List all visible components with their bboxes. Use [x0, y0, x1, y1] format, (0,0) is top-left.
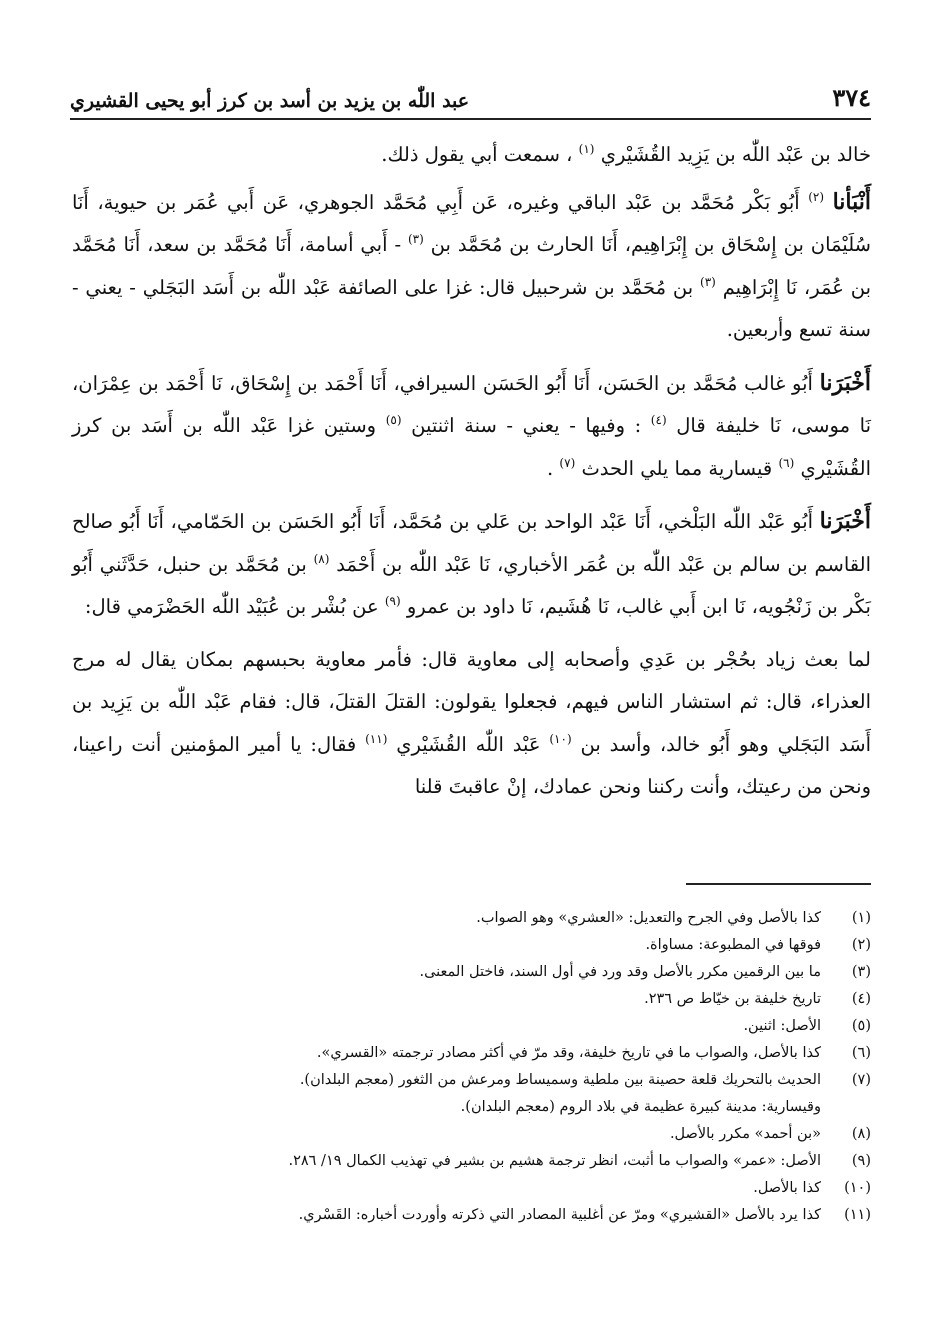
footnote-item	[72, 959, 871, 986]
footnote-ref[interactable]: (١١)	[365, 731, 388, 746]
paragraph-text: وستين غزا عَبْد اللّٰه بن أَسَد بن كرز القُشَيْري	[72, 414, 871, 480]
footnote-text: فوقها في المطبوعة: مساواة.	[645, 937, 821, 953]
paragraph-text: أَبُو عَبْد اللّٰه البَلْخي، أَنَا عَبْد الواحد بن عَلي بن مُحَمَّد، أَنَا أَبُو الحَسَن بن الحَمّامي، أَنَا أَبُو صالح القاسم بن سالم بن عَبْد اللّٰه بن عُمَر الأخباري، نَا عَبْد اللّٰه بن أَحْمَد	[72, 510, 871, 576]
paragraph-1	[72, 134, 871, 177]
footnote-text: «بن أحمد» مكرر بالأصل.	[669, 1126, 821, 1142]
footnote-ref[interactable]: (١٠)	[549, 731, 572, 746]
footnote-item	[72, 986, 871, 1013]
paragraph-text: عَبْد اللّٰه القُشَيْري	[396, 732, 541, 756]
paragraph-text: - أَبي أسامة، أَنَا مُحَمَّد بن سعد، أَنَا مُحَمَّد بن عُمَر، نَا إِبْرَاهِيم	[72, 233, 872, 299]
paragraph-text: بن مُحَمَّد بن شرحبيل قال: غزا على الصائفة عَبْد اللّٰه بن أَسَد البَجَلي - يعني - سنة تسع وأربعين.	[72, 275, 871, 341]
footnote-item	[72, 1175, 871, 1202]
footnote-item	[72, 1121, 871, 1148]
footnote-ref[interactable]: (٣)	[407, 232, 424, 246]
footnote-separator	[686, 883, 871, 885]
running-header	[70, 78, 871, 120]
footnote-text: كذا بالأصل.	[753, 1180, 821, 1196]
paragraph-2	[72, 181, 871, 352]
footnote-number: (٥)	[851, 1018, 871, 1034]
paragraph-text: خالد بن عَبْد اللّٰه بن يَزِيد القُشَيْري	[600, 143, 871, 166]
footnote-number: (٣)	[851, 964, 871, 980]
footnote-number: (١٠)	[844, 1180, 871, 1196]
footnote-item	[72, 905, 871, 932]
isnad-lead-word: أَنْبَأنا	[832, 188, 871, 215]
footnote-ref[interactable]: (٥)	[385, 413, 402, 427]
footnote-text: وقيسارية: مدينة كبيرة عظيمة في بلاد الروم (معجم البلدان).	[460, 1099, 821, 1115]
footnote-item	[72, 1067, 871, 1121]
footnote-text: ما بين الرقمين مكرر بالأصل وقد ورد في أول السند، فاختل المعنى.	[419, 964, 821, 980]
footnote-text: الأصل: اثنين.	[743, 1018, 821, 1034]
footnote-ref[interactable]: (٩)	[384, 594, 401, 608]
footnote-item	[72, 1202, 871, 1229]
footnote-number: (٨)	[851, 1126, 871, 1142]
paragraph-text: لما بعث زياد بحُجْر بن عَدِي وأصحابه إلى معاوية قال: فأمر معاوية بحبسهم بمكان يقال له مرج العذراء، قال: ثم استشار الناس فيهم، فجعلوا يقولون: القتلَ القتلَ، قال: فقام عَبْد اللّٰه بن يَزِيد بن أَسَد البَجَلي وهو أَبُو خالد، وأسد بن	[72, 647, 871, 756]
isnad-lead-word: أَخْبَرَنا	[819, 369, 871, 396]
isnad-lead-word: أَخْبَرَنا	[819, 508, 871, 534]
footnote-ref[interactable]: (١)	[578, 142, 595, 156]
paragraph-4	[72, 500, 871, 629]
paragraph-text: : وفيها - يعني - سنة اثنتين	[411, 414, 642, 437]
footnote-number: (٩)	[851, 1153, 871, 1169]
footnote-ref[interactable]: (٨)	[313, 551, 330, 566]
paragraph-text: .	[547, 456, 554, 480]
paragraph-text: عن بُشْر بن عُبَيْد اللّٰه الحَضْرَمي قال:	[84, 595, 379, 618]
footnote-number: (٢)	[851, 937, 871, 953]
footnote-number: (٦)	[851, 1045, 871, 1061]
footnote-ref[interactable]: (٧)	[559, 455, 576, 470]
footnote-text: كذا يرد بالأصل «القشيري» ومرّ عن أغلبية المصادر التي ذكرته وأوردت أخباره: القَسْري.	[298, 1207, 821, 1223]
footnote-number: (٧)	[851, 1072, 871, 1088]
paragraph-3	[72, 362, 871, 491]
footnote-text: كذا بالأصل، والصواب ما في تاريخ خليفة، وقد مرّ في أكثر مصادر ترجمته «القسري».	[316, 1045, 821, 1061]
footnote-ref[interactable]: (٢)	[808, 189, 825, 204]
paragraph-text: قيسارية مما يلي الحدث	[581, 456, 773, 480]
footnote-text: تاريخ خليفة بن خيّاط ص ٢٣٦.	[644, 991, 821, 1007]
paragraph-5	[72, 639, 871, 809]
footnote-item	[72, 1040, 871, 1067]
footnotes	[72, 905, 871, 1229]
footnote-text: الأصل: «عمر» والصواب ما أثبت، انظر ترجمة هشيم بن بشير في تهذيب الكمال ١٩/ ٢٨٦.	[288, 1153, 821, 1169]
footnote-number: (٤)	[851, 991, 871, 1007]
footnote-number: (١١)	[844, 1207, 871, 1223]
footnote-number: (١)	[851, 910, 871, 926]
footnote-item	[72, 932, 871, 959]
page-number: ٣٧٤	[832, 83, 871, 112]
paragraph-text: أَبُو غالب مُحَمَّد بن الحَسَن، أَنَا أَبُو الحَسَن السيرافي، أَنَا أَحْمَد بن إِسْحَاق، نَا أَحْمَد بن عِمْرَان، نَا موسى، نَا خليفة قال	[72, 371, 872, 437]
paragraph-text: أَبُو بَكْر مُحَمَّد بن عَبْد الباقي وغيره، عَن أَبِي مُحَمَّد الجوهري، عَن أَبي عُمَر بن حيوية، أَنَا سُلَيْمَان بن إِسْحَاق بن إِبْرَاهِيم، أَنَا الحارث بن مُحَمَّد بن	[72, 190, 871, 256]
footnote-item	[72, 1013, 871, 1040]
footnote-text: كذا بالأصل وفي الجرح والتعديل: «العشري» وهو الصواب.	[476, 910, 821, 926]
footnote-text: الحديث بالتحريك قلعة حصينة بين ملطية وسميساط ومرعش من الثغور (معجم البلدان).	[299, 1072, 821, 1088]
footnote-ref[interactable]: (٦)	[778, 455, 795, 470]
footnote-ref[interactable]: (٤)	[650, 413, 667, 427]
paragraph-text: بن مُحَمَّد بن حنبل، حَدَّثَني أَبُو بَكْر بن زَنْجُويه، نَا ابن أَبي غالب، نَا هُشَيم، نَا داود بن عمرو	[72, 552, 871, 618]
footnote-item	[72, 1148, 871, 1175]
footnote-ref[interactable]: (٣)	[700, 274, 716, 289]
main-text	[72, 134, 871, 813]
paragraph-text: فقال: يا أمير المؤمنين أنت راعينا، ونحن من رعيتك، وأنت ركننا ونحن عمادك، إنْ عاقبتَ قلنا	[72, 732, 871, 798]
running-title: عبد اللّٰه بن يزيد بن أسد بن كرز أبو يحيى القشيري	[70, 90, 470, 112]
paragraph-text: ، سمعت أبي يقول ذلك.	[381, 143, 573, 166]
